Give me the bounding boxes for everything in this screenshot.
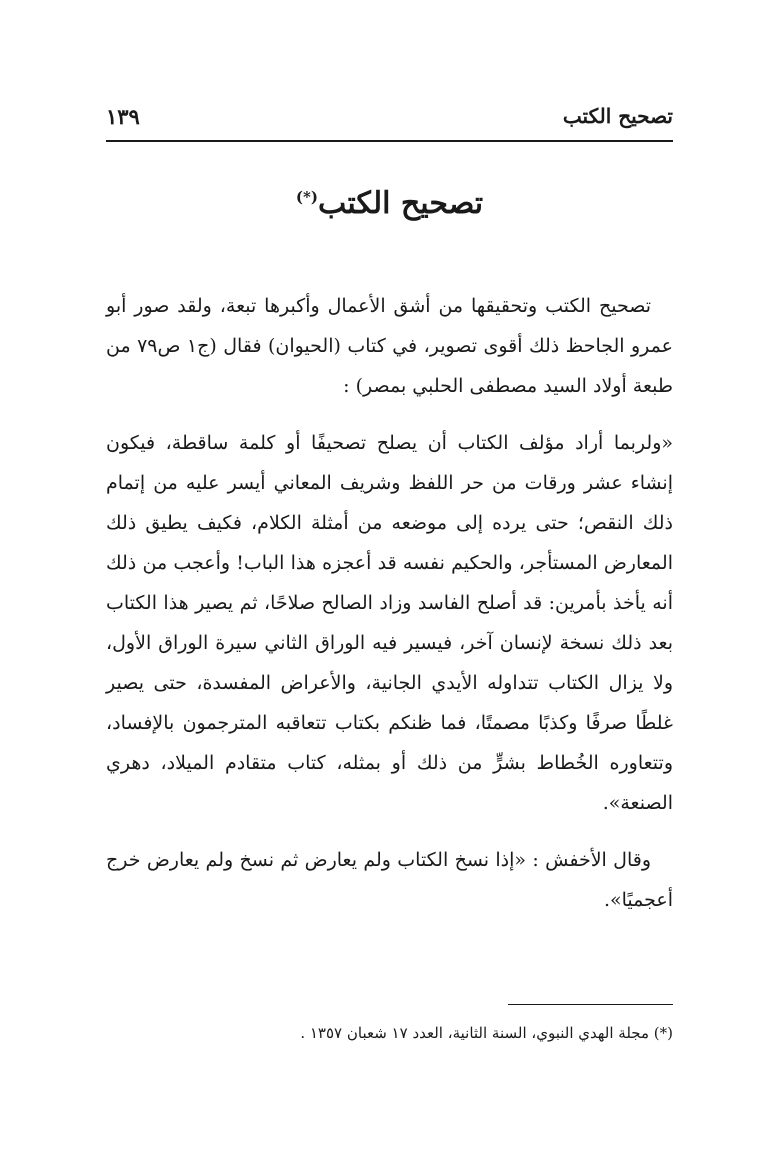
title-footnote-marker: (*) xyxy=(295,188,318,206)
footnote-divider xyxy=(508,1004,673,1005)
article-title xyxy=(106,186,673,221)
jahiz-quote-paragraph: «ولربما أراد مؤلف الكتاب أن يصلح تصحيفًا أو كلمة ساقطة، فيكون إنشاء عشر ورقات من حر اللفظ وشريف المعاني أيسر عليه من إتمام ذلك النقص؛ حتى يرده إلى موضعه من أمثلة الكلام، فكيف يطيق ذلك المعارض المستأجر، والحكيم نفسه قد أعجزه هذا الباب! وأعجب من ذلك أنه يأخذ بأمرين: قد أصلح الفاسد وزاد الصالح صلاحًا، ثم يصير هذا الكتاب بعد ذلك نسخة لإنسان آخر، فيسير فيه الوراق الثاني سيرة الوراق الأول، ولا يزال الكتاب تتداوله الأيدي الجانية، والأعراض المفسدة، حتى يصير غلطًا صرفًا وكذبًا مصمتًا، فما ظنكم بكتاب تتعاقبه المترجمون بالإفساد، وتتعاوره الخُطاط بشرٍّ من ذلك أو بمثله، كتاب متقادم الميلاد، دهري الصنعة». xyxy=(106,432,673,814)
article-body xyxy=(106,286,673,937)
page-number: ١٣٩ xyxy=(106,104,140,129)
intro-paragraph: تصحيح الكتب وتحقيقها من أشق الأعمال وأكبرها تبعة، ولقد صور أبو عمرو الجاحظ ذلك أقوى تصوير، في كتاب (الحيوان) فقال (ج١ ص٧٩ من طبعة أولاد السيد مصطفى الحلبي بمصر) : xyxy=(106,295,673,397)
running-title: تصحيح الكتب xyxy=(562,104,673,128)
article-title-text: تصحيح الكتب xyxy=(317,186,484,221)
footnote: (*) مجلة الهدي النبوي، السنة الثانية، العدد ١٧ شعبان ١٣٥٧ . xyxy=(300,1024,673,1042)
running-header xyxy=(106,100,673,142)
akhfash-quote-paragraph: وقال الأخفش : «إذا نسخ الكتاب ولم يعارض ثم نسخ ولم يعارض خرج أعجميًا». xyxy=(106,849,673,911)
